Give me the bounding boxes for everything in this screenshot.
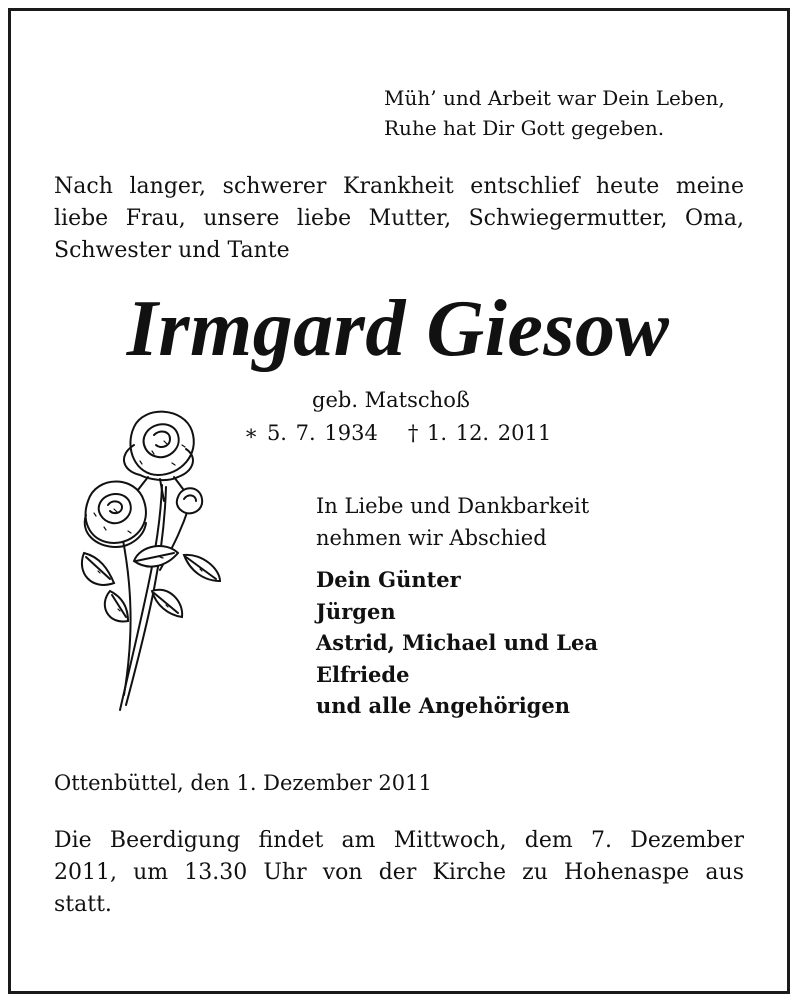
funeral-line: Die Beerdigung findet am Mittwoch, dem 7. Dezember	[54, 828, 744, 853]
motto-line: Müh’ und Arbeit war Dein Leben,	[384, 86, 725, 110]
deceased-name: Irmgard Giesow	[126, 285, 670, 373]
mourner-name: und alle Angehörigen	[316, 693, 570, 718]
funeral-notice	[54, 825, 744, 921]
death-date: † 1. 12. 2011	[407, 421, 552, 445]
mourners-list	[316, 564, 598, 722]
mourner-name: Elfriede	[316, 661, 410, 687]
life-dates	[244, 419, 551, 447]
thanks-line: nehmen wir Abschied	[316, 526, 547, 550]
rose-icon	[74, 405, 224, 717]
intro-text	[54, 171, 744, 267]
funeral-line: statt.	[54, 892, 112, 917]
maiden-name: geb. Matschoß	[312, 388, 470, 412]
intro-line: Nach langer, schwerer Krankheit entschlief heute meine	[54, 174, 744, 199]
motto-line: Ruhe hat Dir Gott gegeben.	[384, 116, 665, 140]
birth-date: ∗ 5. 7. 1934	[244, 421, 378, 445]
funeral-line: 2011, um 13.30 Uhr von der Kirche zu Hohenaspe aus	[54, 860, 744, 885]
intro-line: Schwester und Tante	[54, 238, 290, 263]
thanks-text	[316, 490, 589, 554]
mourner-name: Astrid, Michael und Lea	[316, 630, 598, 655]
intro-line: liebe Frau, unsere liebe Mutter, Schwiegermutter, Oma,	[54, 206, 744, 231]
place-date: Ottenbüttel, den 1. Dezember 2011	[54, 771, 432, 795]
mourner-name: Jürgen	[316, 598, 396, 624]
thanks-line: In Liebe und Dankbarkeit	[316, 494, 590, 518]
mourner-name: Dein Günter	[316, 567, 461, 592]
motto	[384, 83, 725, 143]
